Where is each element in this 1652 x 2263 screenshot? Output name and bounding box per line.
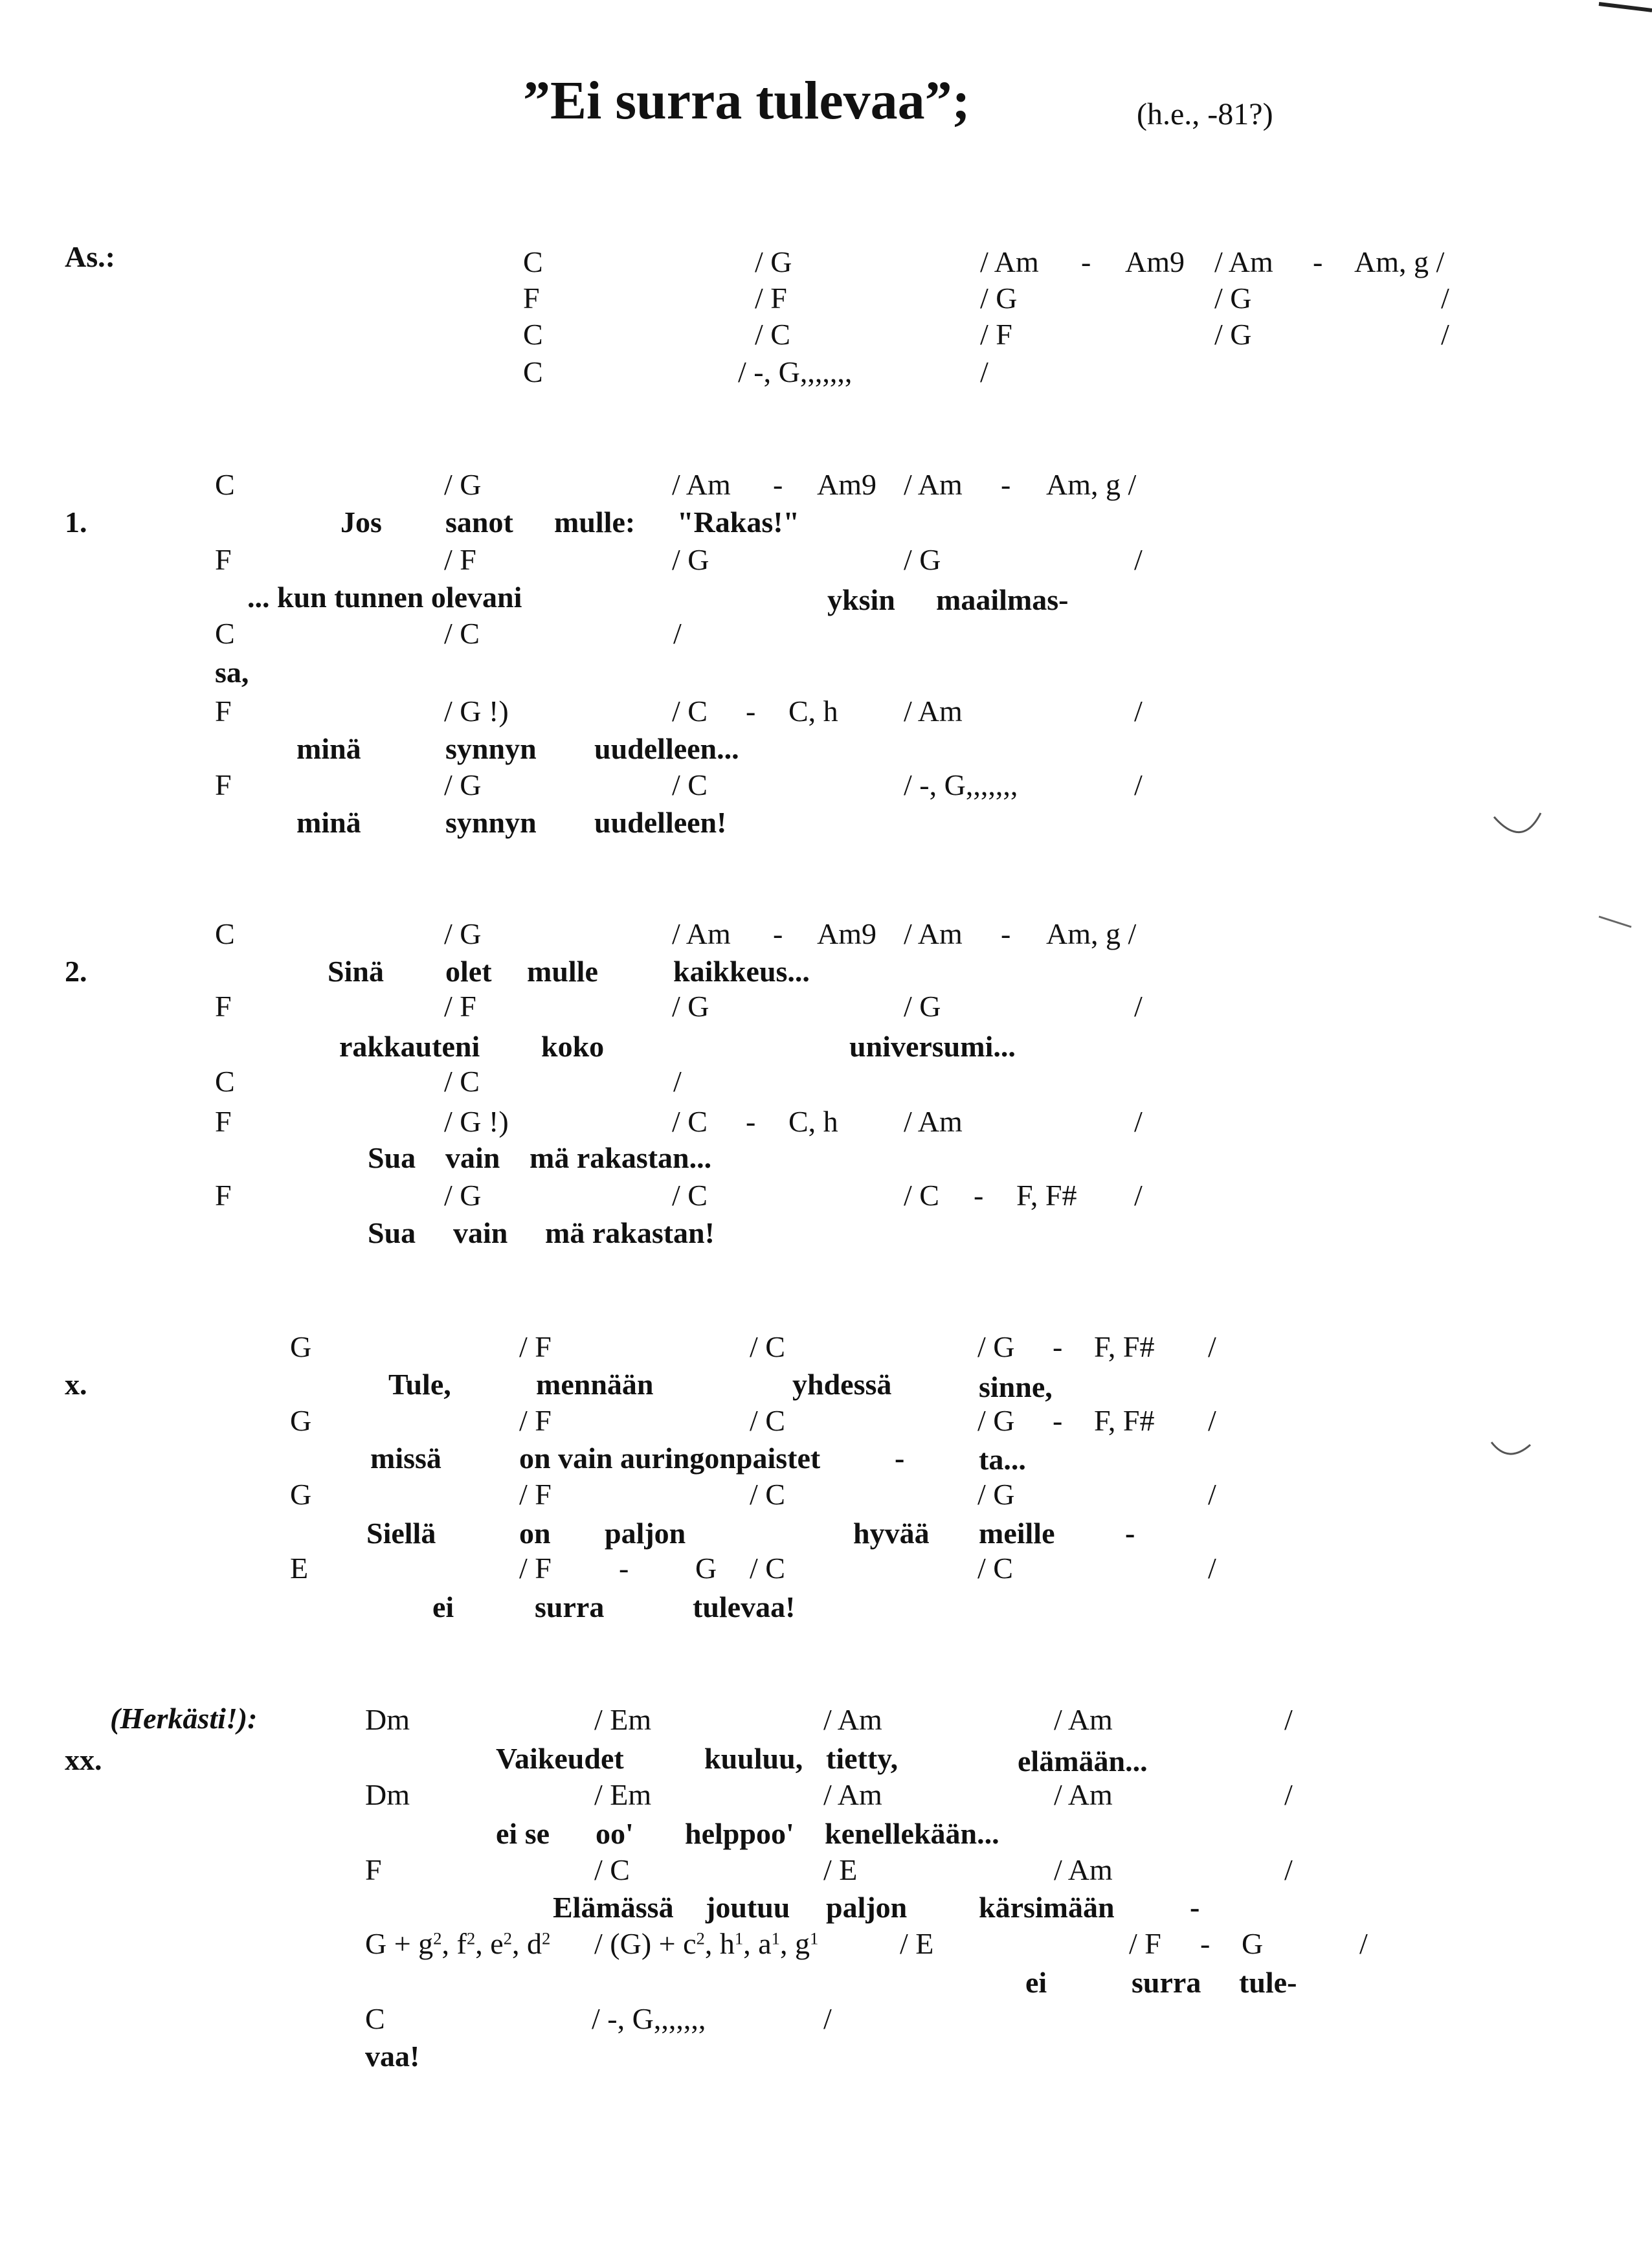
chord: Am9: [817, 917, 876, 950]
chord: / Am: [1214, 245, 1273, 278]
chord: / Am: [823, 1778, 882, 1811]
scan-edge-curve: [1491, 1442, 1530, 1454]
intro-label: As.:: [65, 240, 115, 273]
chord: / C: [672, 1105, 708, 1138]
run-octave: 2: [466, 1928, 476, 1948]
lyric: mennään: [536, 1368, 654, 1401]
chord: / C: [755, 318, 790, 351]
chord-dash: -: [773, 917, 783, 950]
lyric: vain: [453, 1216, 508, 1249]
lyric: Sua: [368, 1141, 416, 1174]
lyric: Sua: [368, 1216, 416, 1249]
lyric: elämään...: [1018, 1745, 1148, 1778]
chord: / E: [823, 1853, 858, 1886]
bar-line: /: [673, 617, 682, 650]
lyric: kärsimään: [979, 1891, 1115, 1924]
lyric: mulle: [527, 955, 598, 988]
lyric: vaa!: [365, 2040, 420, 2073]
chord: / G: [977, 1330, 1015, 1363]
bar-line: /: [1284, 1778, 1293, 1811]
chord: / Am: [980, 245, 1039, 278]
chord: / G: [444, 1179, 482, 1212]
chord-dash: -: [1053, 1404, 1063, 1437]
chord: / F: [980, 318, 1012, 351]
chord: / G: [444, 768, 482, 801]
chord: / G: [672, 990, 709, 1023]
chord: / Am: [904, 1105, 963, 1138]
chord: E: [290, 1552, 309, 1585]
chord: / C: [594, 1853, 630, 1886]
verse-1-label: 1.: [65, 506, 87, 539]
run-text: , e: [475, 1927, 504, 1960]
chord: / C: [904, 1179, 939, 1212]
lyric: Vaikeudet: [496, 1742, 624, 1775]
run-octave: 2: [503, 1928, 512, 1948]
chord: C: [523, 318, 543, 351]
run-text: , g: [779, 1927, 810, 1960]
lyric: Elämässä: [553, 1891, 674, 1924]
bar-line: /: [673, 1065, 682, 1098]
chord: G: [1242, 1927, 1264, 1960]
lyric: tule-: [1239, 1966, 1297, 1999]
chord: G: [290, 1478, 312, 1511]
chord: F: [365, 1853, 382, 1886]
chord: Am, g /: [1046, 468, 1137, 501]
lyric: "Rakas!": [677, 506, 800, 539]
lyric: ei: [1025, 1966, 1047, 1999]
chord: F: [215, 1105, 232, 1138]
chord: / G: [904, 543, 941, 576]
run-octave: 1: [809, 1928, 819, 1948]
chord: / Am: [904, 695, 963, 728]
lyric: Siellä: [366, 1517, 436, 1550]
lyric: olet: [445, 955, 492, 988]
lyric: -: [895, 1442, 905, 1475]
bar-line: /: [1134, 990, 1143, 1023]
lyric: mä rakastan!: [545, 1216, 715, 1249]
lyric: yksin: [827, 583, 895, 616]
bar-line: /: [1134, 543, 1143, 576]
chord-dash: -: [619, 1552, 629, 1585]
chord-dash: -: [773, 468, 783, 501]
chord: / G: [980, 282, 1018, 315]
chord: / C: [750, 1330, 785, 1363]
lyric: uudelleen...: [594, 732, 739, 765]
lyric: kuuluu,: [704, 1742, 803, 1775]
chord: / Am: [904, 917, 963, 950]
lyric: helppoo': [685, 1817, 794, 1850]
bar-line: /: [1208, 1404, 1216, 1437]
lyric: -: [1190, 1891, 1200, 1924]
lyric: sanot: [445, 506, 513, 539]
chord: / G: [1214, 282, 1252, 315]
chord: / C: [750, 1552, 785, 1585]
chord-dash: -: [1053, 1330, 1063, 1363]
run-text: , d: [511, 1927, 542, 1960]
bar-line: /: [1134, 1179, 1143, 1212]
scan-edge-tick: [1599, 917, 1631, 927]
lyric: paljon: [826, 1891, 908, 1924]
song-note: (h.e., -81?): [1137, 97, 1273, 131]
chord: C: [365, 2002, 385, 2035]
chord-dash: -: [1313, 245, 1323, 278]
lyric: mä rakastan...: [530, 1141, 712, 1174]
chord: / F: [444, 990, 476, 1023]
run-octave: 2: [541, 1928, 551, 1948]
scan-edge-corner: [1599, 4, 1652, 10]
lyric: joutuu: [706, 1891, 790, 1924]
chord: / G: [904, 990, 941, 1023]
chord: F: [215, 543, 232, 576]
chord: Dm: [365, 1703, 410, 1736]
chord: G: [695, 1552, 717, 1585]
chord: / C: [672, 1179, 708, 1212]
chord: / Am: [672, 917, 731, 950]
lyric: kaikkeus...: [673, 955, 810, 988]
bar-line: /: [1208, 1330, 1216, 1363]
chord-dash: -: [746, 1105, 756, 1138]
chord: / Em: [594, 1703, 652, 1736]
chord: Dm: [365, 1778, 410, 1811]
chord: F, F#: [1094, 1404, 1155, 1437]
chord: / F: [755, 282, 787, 315]
chord: / F: [1129, 1927, 1161, 1960]
chord: / C: [444, 1065, 480, 1098]
lyric: universumi...: [849, 1030, 1016, 1063]
run-text: G + g: [365, 1927, 434, 1960]
chord-dash: -: [1001, 468, 1011, 501]
chord: / F: [444, 543, 476, 576]
lyric: minä: [296, 732, 361, 765]
chord: C: [523, 355, 543, 388]
lyric: meille: [979, 1517, 1055, 1550]
lyric: mulle:: [554, 506, 636, 539]
chord: C: [215, 917, 235, 950]
lyric: paljon: [605, 1517, 686, 1550]
chord: / Am: [904, 468, 963, 501]
chord: Am, g /: [1354, 245, 1445, 278]
bridge-direction: (Herkästi!):: [110, 1702, 258, 1735]
bar-line: /: [980, 355, 988, 388]
lyric: Jos: [340, 506, 382, 539]
chord: / F: [519, 1552, 552, 1585]
chord-dash: -: [1001, 917, 1011, 950]
chord: / G: [444, 468, 482, 501]
chord: / E: [900, 1927, 934, 1960]
chord: / Am: [1054, 1703, 1113, 1736]
chord: F, F#: [1016, 1179, 1077, 1212]
chord: / G: [672, 543, 709, 576]
run-octave: 1: [771, 1928, 780, 1948]
chord: / C: [672, 695, 708, 728]
lyric: synnyn: [445, 732, 537, 765]
bridge-label: xx.: [65, 1743, 102, 1776]
chord-dash: -: [974, 1179, 984, 1212]
chord: G: [290, 1330, 312, 1363]
run-text: , h: [704, 1927, 735, 1960]
lyric: sa,: [215, 656, 249, 689]
chord: / G: [444, 917, 482, 950]
bar-line: /: [823, 2002, 832, 2035]
chord-dash: -: [1200, 1927, 1211, 1960]
chord: Am, g /: [1046, 917, 1137, 950]
chord: / Am: [672, 468, 731, 501]
bar-line: /: [1359, 1927, 1368, 1960]
chord: / -, G,,,,,,,: [592, 2002, 706, 2035]
lyric: ei se: [496, 1817, 550, 1850]
bar-line: /: [1134, 768, 1143, 801]
chord: / C: [977, 1552, 1013, 1585]
lyric: Tule,: [388, 1368, 451, 1401]
chord: F: [215, 768, 232, 801]
bar-line: /: [1441, 282, 1449, 315]
run-text: , a: [743, 1927, 772, 1960]
lyric: on: [519, 1517, 551, 1550]
chord: / -, G,,,,,,,: [904, 768, 1018, 801]
song-title: ”Ei surra tulevaa”;: [523, 71, 970, 131]
lyric: kenellekään...: [825, 1817, 999, 1850]
chord: / Am: [823, 1703, 882, 1736]
chord: C, h: [788, 1105, 838, 1138]
lyric: maailmas-: [936, 583, 1069, 616]
chord: F: [215, 695, 232, 728]
lyric: ... kun tunnen olevani: [247, 581, 522, 614]
chord: / G !): [444, 695, 509, 728]
scan-edge-curve: [1494, 813, 1541, 832]
chord: C: [523, 245, 543, 278]
chord: / Am: [1054, 1853, 1113, 1886]
lyric: uudelleen!: [594, 806, 727, 839]
lyric: rakkauteni: [339, 1030, 480, 1063]
lyric: vain: [445, 1141, 500, 1174]
lyric: on vain auringonpaistet: [519, 1442, 821, 1475]
chord: / C: [672, 768, 708, 801]
chord: G: [290, 1404, 312, 1437]
lyric: missä: [370, 1442, 441, 1475]
bar-line: /: [1208, 1478, 1216, 1511]
chord: / F: [519, 1404, 552, 1437]
chord: C: [215, 1065, 235, 1098]
run-octave: 2: [433, 1928, 442, 1948]
lyric: ta...: [979, 1443, 1026, 1476]
chord: / F: [519, 1330, 552, 1363]
chord: C: [215, 617, 235, 650]
lyric: minä: [296, 806, 361, 839]
chord: / Em: [594, 1778, 652, 1811]
bar-line: /: [1284, 1853, 1293, 1886]
lyric: Sinä: [328, 955, 384, 988]
verse-2-label: 2.: [65, 955, 87, 988]
bar-line: /: [1441, 318, 1449, 351]
bar-line: /: [1134, 695, 1143, 728]
chord: C, h: [788, 695, 838, 728]
chord: / G !): [444, 1105, 509, 1138]
lyric: -: [1125, 1517, 1135, 1550]
lyric: tulevaa!: [693, 1590, 796, 1623]
run-text: , f: [441, 1927, 467, 1960]
chord: / G: [977, 1404, 1015, 1437]
bar-line: /: [1134, 1105, 1143, 1138]
chord: / C: [750, 1478, 785, 1511]
chord: / -, G,,,,,,,: [738, 355, 853, 388]
chord: / G: [1214, 318, 1252, 351]
chord: / C: [444, 617, 480, 650]
lyric: hyvää: [853, 1517, 930, 1550]
lyric: surra: [535, 1590, 605, 1623]
chorus-label: x.: [65, 1368, 87, 1401]
chord: / C: [750, 1404, 785, 1437]
chord: F: [215, 990, 232, 1023]
bar-line: /: [1284, 1703, 1293, 1736]
lyric: oo': [596, 1817, 634, 1850]
lyric: synnyn: [445, 806, 537, 839]
chord-dash: -: [746, 695, 756, 728]
bar-line: /: [1208, 1552, 1216, 1585]
run-octave: 1: [734, 1928, 744, 1948]
lyric: ei: [432, 1590, 454, 1623]
chord: / G: [755, 245, 792, 278]
lyric: koko: [541, 1030, 605, 1063]
chord: / F: [519, 1478, 552, 1511]
lyric: tietty,: [826, 1742, 899, 1775]
run-octave: 2: [696, 1928, 705, 1948]
chord: C: [215, 468, 235, 501]
chord: F, F#: [1094, 1330, 1155, 1363]
chord: / G: [977, 1478, 1015, 1511]
lyric: yhdessä: [792, 1368, 892, 1401]
lyric: sinne,: [979, 1370, 1053, 1403]
chord-dash: -: [1081, 245, 1091, 278]
chord: F: [215, 1179, 232, 1212]
chord: F: [523, 282, 540, 315]
run-text: / (G) + c: [594, 1927, 697, 1960]
chord: Am9: [1125, 245, 1185, 278]
chord: Am9: [817, 468, 876, 501]
lyric: surra: [1132, 1966, 1201, 1999]
chord: / Am: [1054, 1778, 1113, 1811]
